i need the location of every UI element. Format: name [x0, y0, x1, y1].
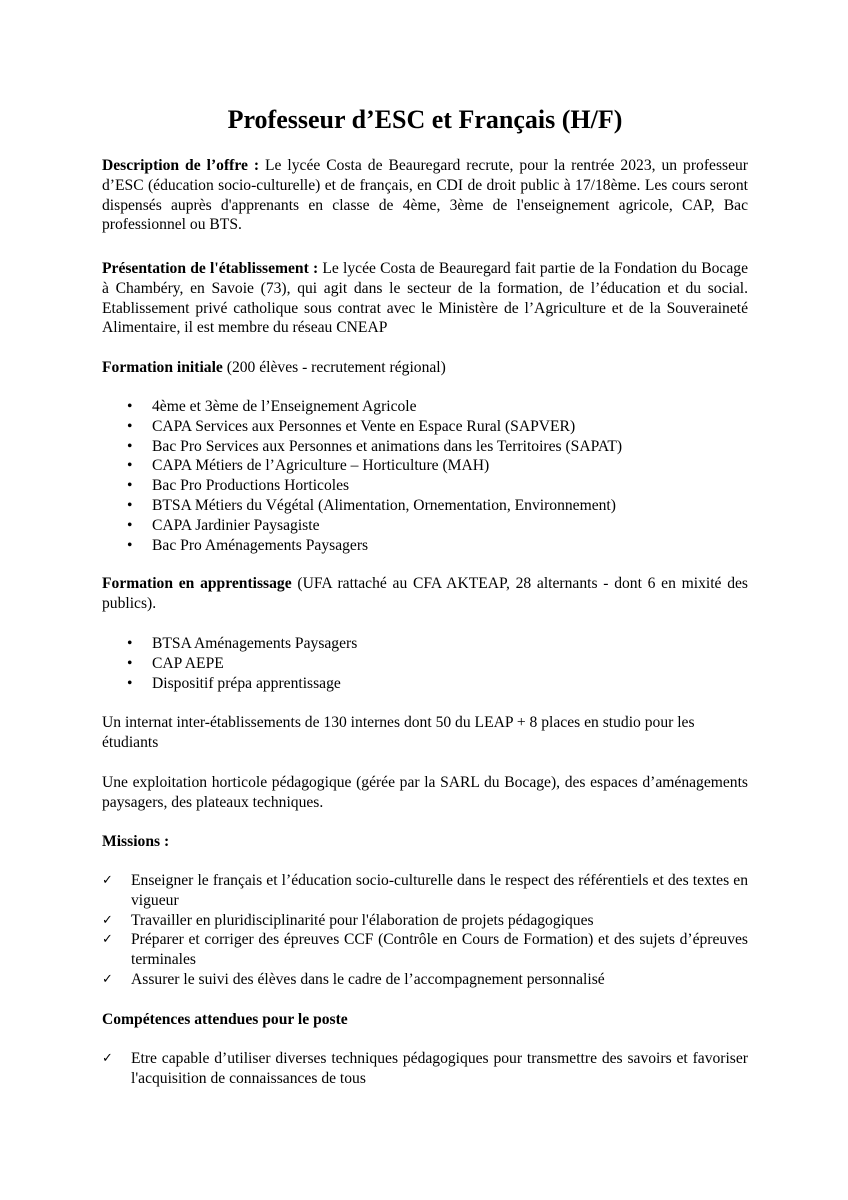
list-item: [102, 634, 748, 654]
missions-label: Missions :: [102, 833, 170, 850]
formation-apprentissage-heading: [102, 574, 748, 614]
presentation-label: Présentation de l'établissement :: [102, 260, 319, 277]
bullet-icon: •: [127, 417, 133, 435]
list-item-text: 4ème et 3ème de l’Enseignement Agricole: [152, 398, 417, 415]
checkmark-icon: ✓: [102, 1051, 113, 1066]
bullet-icon: •: [127, 536, 133, 554]
list-item: [102, 871, 748, 911]
list-item-text: CAPA Jardinier Paysagiste: [152, 516, 320, 534]
exploitation-paragraph: Une exploitation horticole pédagogique (gérée par la SARL du Bocage), des espaces d’aménagements paysagers, des plateaux techniques.: [102, 774, 748, 811]
bullet-icon: •: [127, 437, 133, 455]
list-item: [102, 397, 748, 417]
list-item-text: Bac Pro Services aux Personnes et animations dans les Territoires (SAPAT): [152, 437, 623, 455]
list-item-text: CAPA Services aux Personnes et Vente en Espace Rural (SAPVER): [152, 417, 576, 435]
missions-heading: [102, 832, 748, 852]
missions-list: [102, 871, 748, 990]
list-item-text: Assurer le suivi des élèves dans le cadre de l’accompagnement personnalisé: [131, 970, 605, 988]
list-item-text: CAPA Métiers de l’Agriculture – Horticulture (MAH): [152, 457, 490, 475]
list-item: [102, 476, 748, 496]
internat-paragraph: Un internat inter-établissements de 130 internes dont 50 du LEAP + 8 places en studio pour les étudiants: [102, 714, 695, 751]
presentation-paragraph: [102, 259, 748, 338]
checkmark-icon: ✓: [102, 932, 113, 948]
competences-label: Compétences attendues pour le poste: [102, 1011, 348, 1028]
formation-initiale-text: (200 élèves - recrutement régional): [226, 359, 446, 376]
description-paragraph: [102, 156, 748, 235]
list-item-text: BTSA Métiers du Végétal (Alimentation, Ornementation, Environnement): [152, 496, 616, 514]
bullet-icon: •: [127, 496, 133, 514]
list-item-text: CAP AEPE: [152, 654, 224, 672]
list-item-text: Préparer et corriger des épreuves CCF (Contrôle en Cours de Formation) et des sujets d’épreuves terminales: [131, 931, 748, 969]
checkmark-icon: ✓: [102, 971, 113, 987]
list-item: [102, 674, 748, 694]
checkmark-icon: ✓: [102, 912, 113, 928]
list-item: [102, 911, 748, 931]
bullet-icon: •: [127, 477, 133, 495]
description-text: Le lycée Costa de Beauregard recrute, pour la rentrée 2023, un professeur d’ESC (éducation socio-culturelle) et de français, en CDI de droit public à 17/18ème. Les cours seront dispensés auprès d'apprenants en classe de 4ème, 3ème de l'enseignement agricole, CAP, Bac professionnel ou BTS.: [102, 157, 748, 234]
list-item: [102, 437, 748, 457]
description-label: Description de l’offre :: [102, 157, 260, 174]
bullet-icon: •: [127, 674, 133, 692]
formation-apprentissage-text: (UFA rattaché au CFA AKTEAP, 28 alternants - dont 6 en mixité des publics).: [102, 575, 748, 612]
presentation-text: Le lycée Costa de Beauregard fait partie de la Fondation du Bocage à Chambéry, en Savoie (73), qui agit dans le secteur de la formation, de l’éducation et du social. Etablissement privé catholique sous contrat avec le Ministère de l’Agriculture et de la Souveraineté Alimentaire, il est membre du réseau CNEAP: [102, 260, 748, 337]
list-item: [102, 496, 748, 516]
formation-initiale-heading: [102, 358, 748, 378]
list-item-text: BTSA Aménagements Paysagers: [152, 635, 358, 652]
competences-list: [102, 1049, 748, 1089]
list-item-text: Bac Pro Productions Horticoles: [152, 477, 350, 495]
list-item-text: Bac Pro Aménagements Paysagers: [152, 536, 369, 554]
list-item: [102, 516, 748, 536]
list-item-text: Travailler en pluridisciplinarité pour l'élaboration de projets pédagogiques: [131, 911, 594, 929]
checkmark-icon: ✓: [102, 873, 113, 888]
list-item-text: Dispositif prépa apprentissage: [152, 674, 341, 692]
list-item: [102, 970, 748, 990]
bullet-icon: •: [127, 635, 133, 652]
list-item-text: Etre capable d’utiliser diverses techniques pédagogiques pour transmettre des savoirs et favoriser l'acquisition de connaissances de tous: [131, 1050, 748, 1087]
list-item: [102, 536, 748, 556]
page-title: Professeur d’ESC et Français (H/F): [227, 105, 623, 134]
list-item: [102, 654, 748, 674]
list-item: [102, 930, 748, 970]
list-item: [102, 1049, 748, 1089]
bullet-icon: •: [127, 516, 133, 534]
bullet-icon: •: [127, 457, 133, 475]
competences-heading: [102, 1010, 748, 1030]
bullet-icon: •: [127, 398, 133, 415]
formation-initiale-list: [102, 397, 748, 555]
bullet-icon: •: [127, 654, 133, 672]
formation-apprentissage-label: Formation en apprentissage: [102, 575, 298, 592]
list-item: [102, 417, 748, 437]
list-item: [102, 456, 748, 476]
formation-initiale-label: Formation initiale: [102, 359, 227, 376]
formation-apprentissage-list: [102, 634, 748, 693]
list-item-text: Enseigner le français et l’éducation socio-culturelle dans le respect des référentiels et des textes en vigueur: [131, 872, 748, 909]
